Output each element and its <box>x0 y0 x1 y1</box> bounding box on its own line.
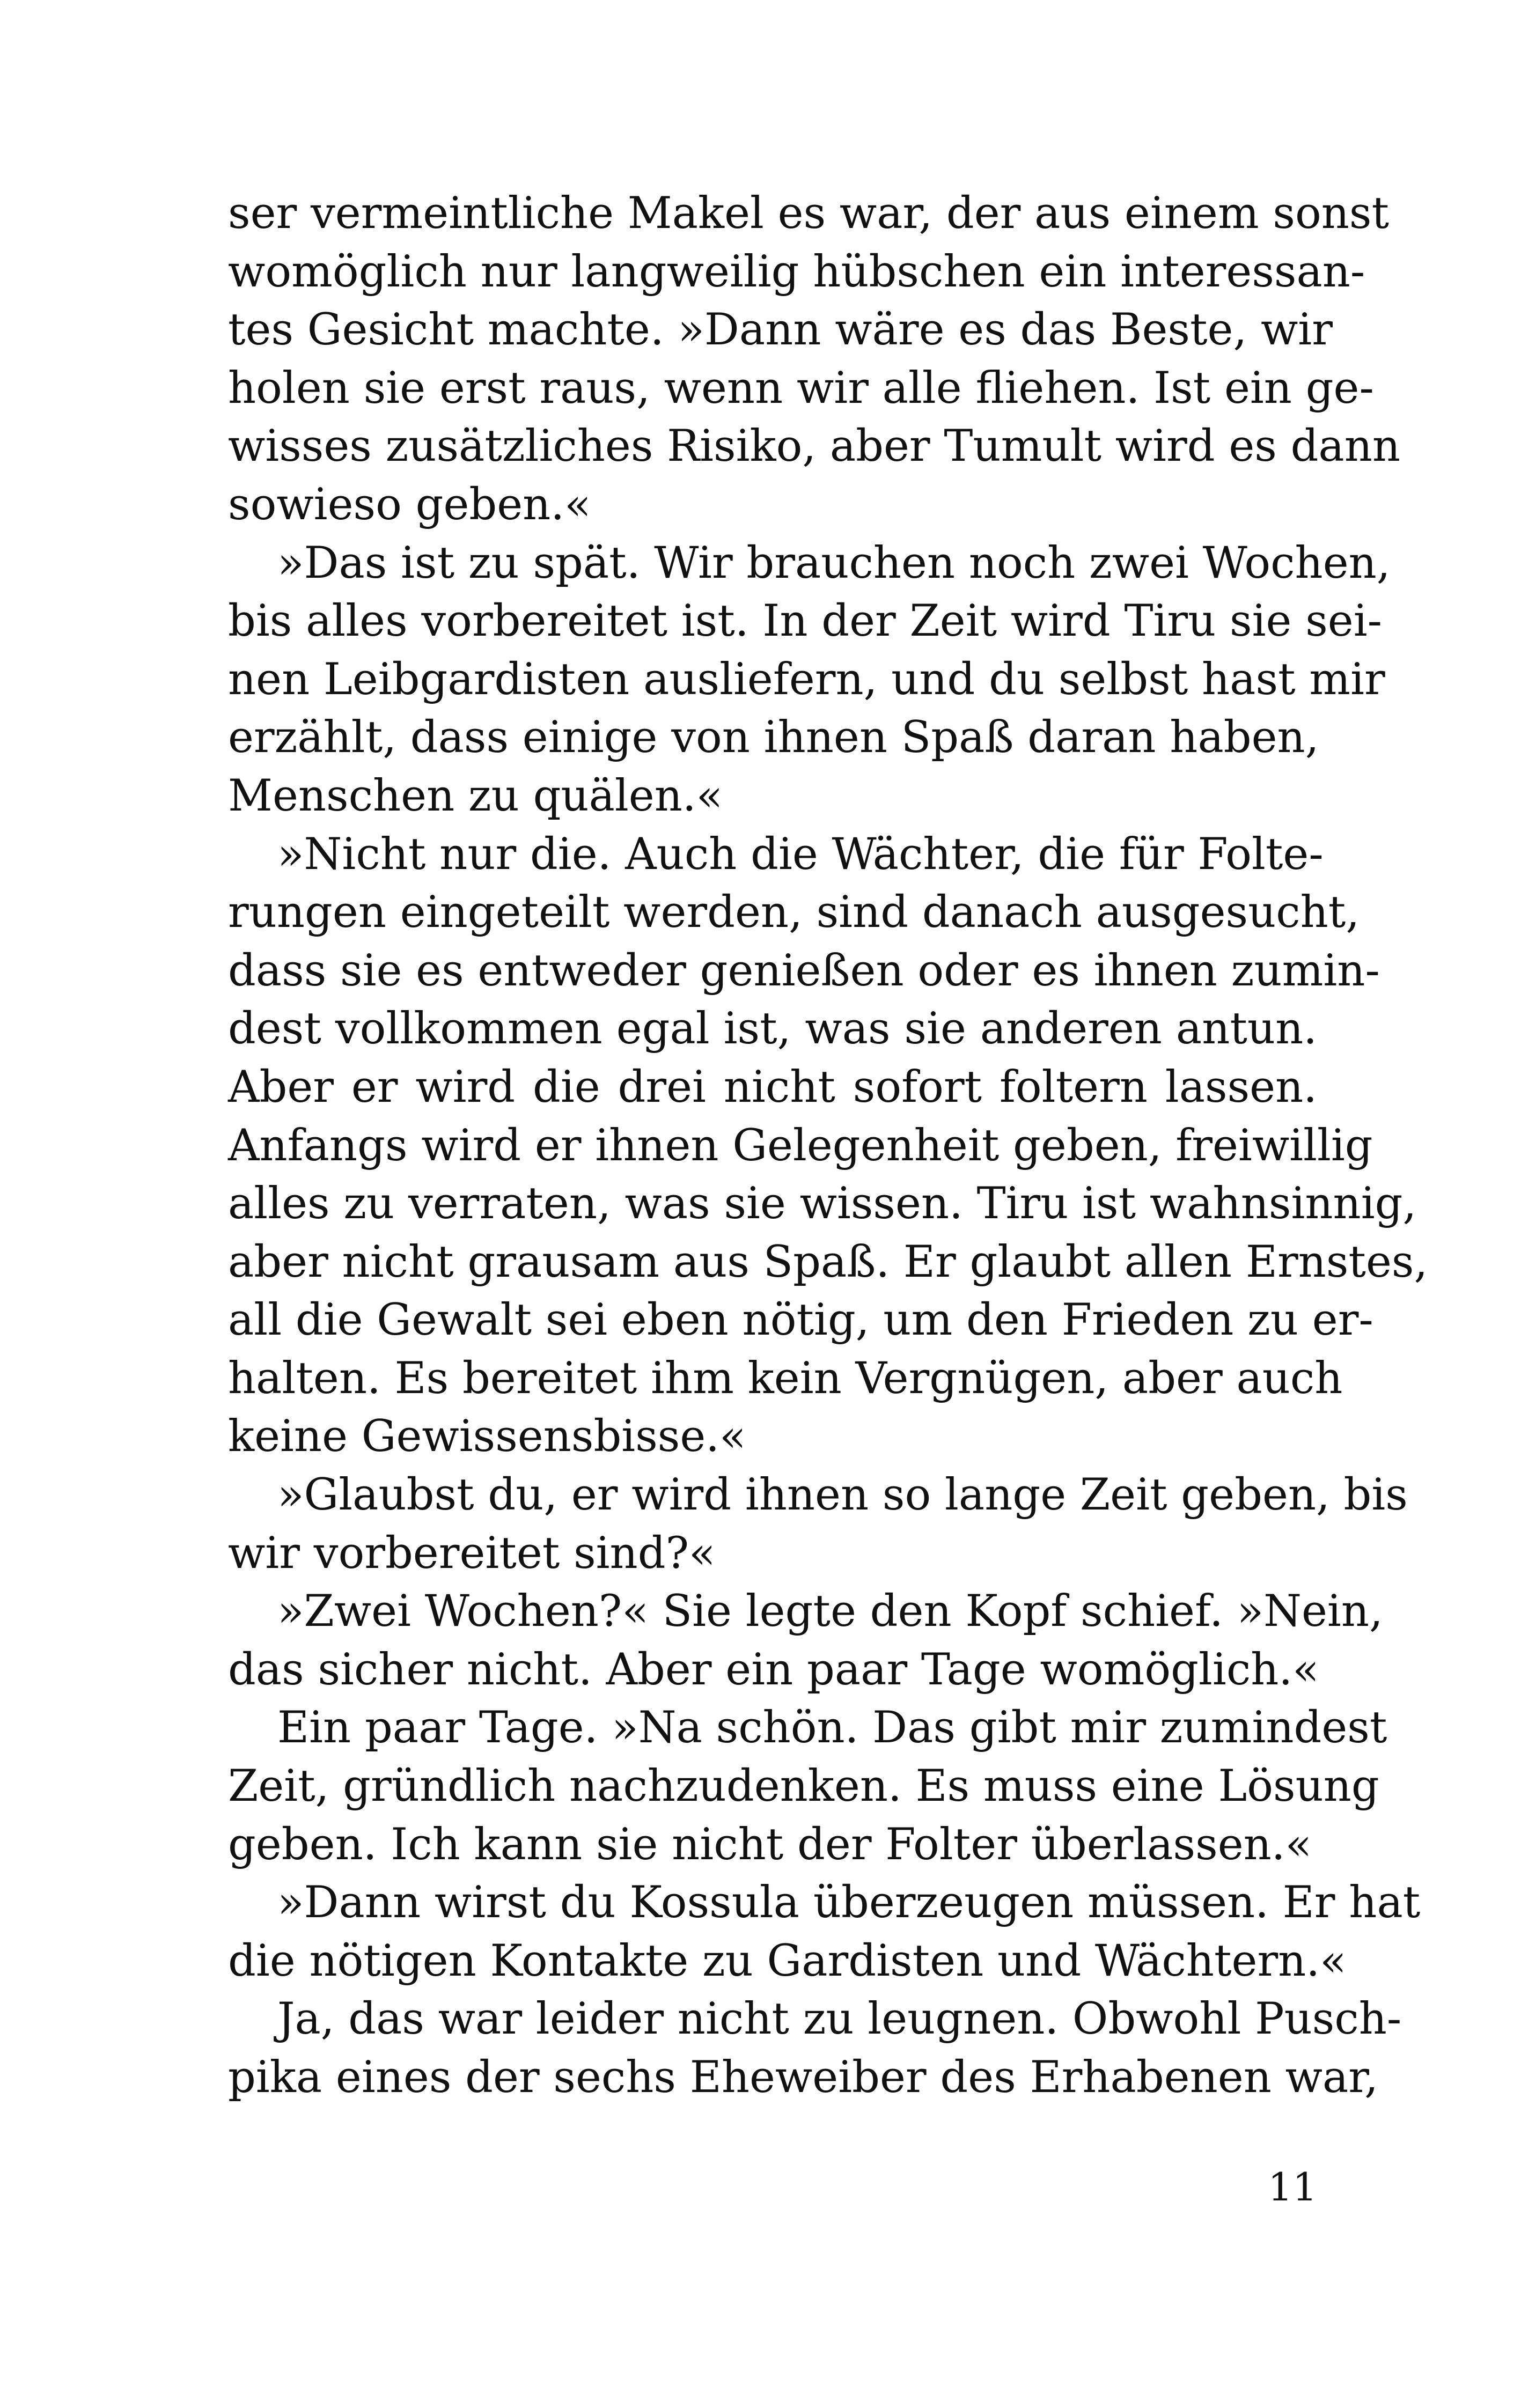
text-line: Aber er wird die drei nicht sofort foltern lassen. <box>228 1062 1317 1113</box>
text-line: »Nicht nur die. Auch die Wächter, die für Folte- <box>277 829 1324 880</box>
text-line: aber nicht grausam aus Spaß. Er glaubt allen Ernstes, <box>228 1236 1428 1287</box>
text-line: pika eines der sechs Eheweiber des Erhabenen war, <box>228 2052 1378 2103</box>
text-line: »Das ist zu spät. Wir brauchen noch zwei Wochen, <box>277 537 1391 588</box>
text-line: dass sie es entweder genießen oder es ihnen zumin- <box>228 945 1380 996</box>
text-line: halten. Es bereitet ihm kein Vergnügen, aber auch <box>228 1353 1343 1404</box>
text-line: Ein paar Tage. »Na schön. Das gibt mir zumindest <box>277 1703 1387 1754</box>
body-text <box>228 185 1428 2107</box>
text-line: sowieso geben.« <box>228 479 591 530</box>
text-line: die nötigen Kontakte zu Gardisten und Wächtern.« <box>228 1935 1347 1986</box>
text-line: Menschen zu quälen.« <box>228 770 723 821</box>
text-line: tes Gesicht machte. »Dann wäre es das Beste, wir <box>228 305 1333 356</box>
text-line: Zeit, gründlich nachzudenken. Es muss eine Lösung <box>228 1761 1379 1812</box>
text-line: ser vermeintliche Makel es war, der aus einem sonst <box>228 188 1390 239</box>
text-line: »Glaubst du, er wird ihnen so lange Zeit geben, bis <box>277 1470 1408 1521</box>
text-line: wir vorbereitet sind?« <box>228 1528 716 1579</box>
text-line: alles zu verraten, was sie wissen. Tiru ist wahnsinnig, <box>228 1179 1417 1229</box>
text-line: womöglich nur langweilig hübschen ein interessan- <box>228 246 1365 297</box>
text-line: geben. Ich kann sie nicht der Folter überlassen.« <box>228 1819 1312 1870</box>
text-line: dest vollkommen egal ist, was sie anderen antun. <box>228 1004 1317 1055</box>
text-line: nen Leibgardisten ausliefern, und du selbst hast mir <box>228 654 1385 705</box>
text-line: all die Gewalt sei eben nötig, um den Frieden zu er- <box>228 1295 1373 1346</box>
text-line: »Zwei Wochen?« Sie legte den Kopf schief. »Nein, <box>277 1586 1383 1637</box>
text-line: das sicher nicht. Aber ein paar Tage womöglich.« <box>228 1644 1319 1695</box>
page-number: 11 <box>1268 2164 1317 2210</box>
text-line: bis alles vorbereitet ist. In der Zeit wird Tiru sie sei- <box>228 596 1382 647</box>
text-line: erzählt, dass einige von ihnen Spaß daran haben, <box>228 712 1319 763</box>
text-line: keine Gewissensbisse.« <box>228 1411 746 1462</box>
text-line: rungen eingeteilt werden, sind danach ausgesucht, <box>228 887 1360 938</box>
text-line: wisses zusätzliches Risiko, aber Tumult wird es dann <box>228 421 1401 472</box>
text-line: Ja, das war leider nicht zu leugnen. Obwohl Pusch- <box>277 1994 1402 2045</box>
text-line: holen sie erst raus, wenn wir alle fliehen. Ist ein ge- <box>228 363 1374 414</box>
text-line: Anfangs wird er ihnen Gelegenheit geben, freiwillig <box>228 1120 1373 1171</box>
text-line: »Dann wirst du Kossula überzeugen müssen. Er hat <box>277 1877 1421 1928</box>
